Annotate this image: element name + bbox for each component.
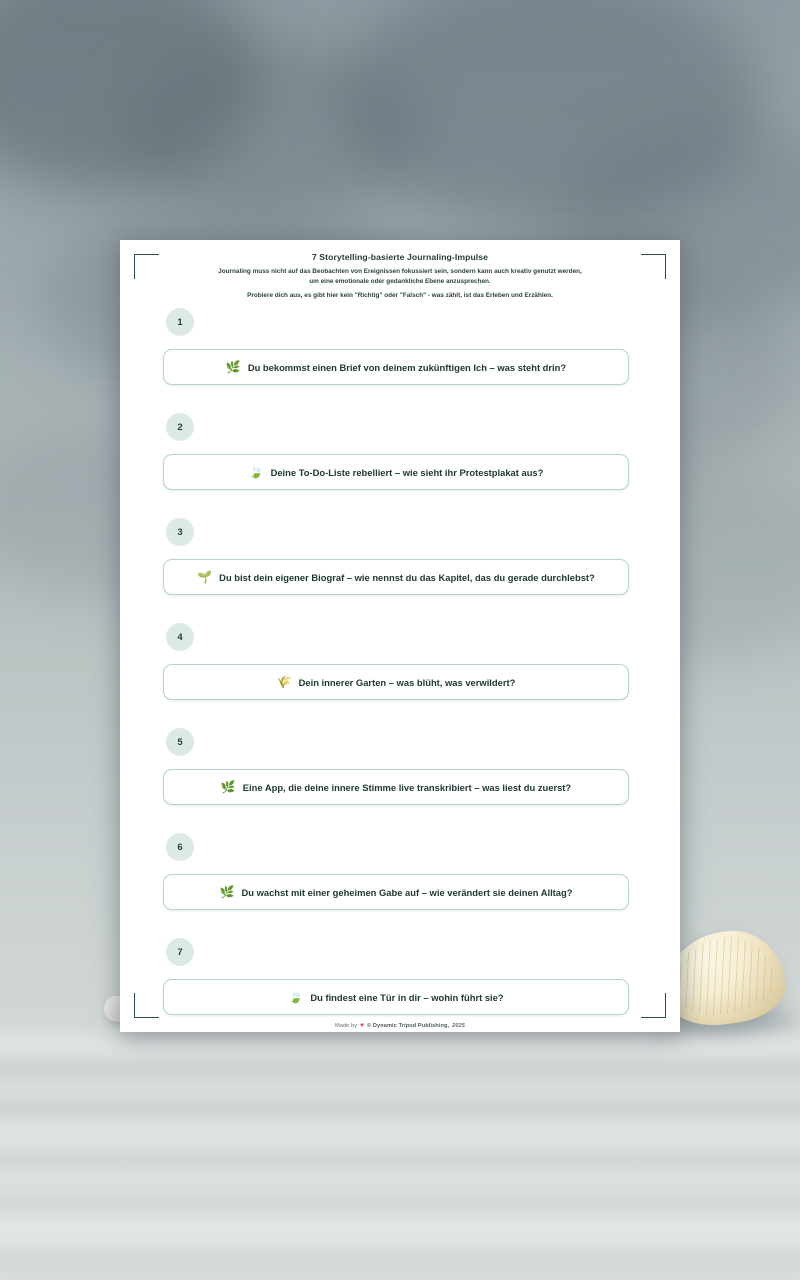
water-band	[0, 1105, 800, 1115]
water-band	[0, 1152, 800, 1164]
list-item	[144, 407, 656, 512]
worksheet-page	[120, 240, 680, 1032]
sprig-leaf-icon: 🍃	[248, 465, 264, 479]
prompt-number-badge: 2	[166, 413, 194, 441]
prompt-card[interactable]	[163, 349, 629, 385]
water-band	[0, 1120, 800, 1150]
subtitle-line-1: Journaling muss nicht auf das Beobachten von Ereignissen fokussiert sein, sondern kann auch kreativ genutzt werden,	[218, 268, 582, 275]
heart-icon: ♥	[360, 1022, 365, 1029]
prompt-number-badge: 4	[166, 623, 194, 651]
prompt-text: Du findest eine Tür in dir – wohin führt sie?	[310, 991, 504, 1003]
prompt-card[interactable]	[163, 979, 629, 1015]
list-item	[144, 617, 656, 722]
prompt-card[interactable]	[163, 454, 629, 490]
prompt-number-badge: 3	[166, 518, 194, 546]
shadow-blob	[0, 0, 260, 190]
prompt-text: Du wachst mit einer geheimen Gabe auf – wie verändert sie deinen Alltag?	[241, 886, 573, 898]
water-band	[0, 1198, 800, 1208]
prompt-number-badge: 1	[166, 308, 194, 336]
branch-leaf-icon: 🌾	[276, 675, 292, 689]
prompt-text: Dein innerer Garten – was blüht, was verwildert?	[298, 676, 516, 688]
prompt-card[interactable]	[163, 874, 629, 910]
water-band	[0, 1215, 800, 1249]
water-band	[0, 1080, 800, 1096]
list-item	[144, 722, 656, 827]
shadow-blob	[120, 40, 420, 220]
footer-copyright: © Dynamic Tripod Publishing,	[367, 1022, 450, 1029]
single-leaf-icon: 🍃	[288, 990, 304, 1004]
page-title: 7 Storytelling-basierte Journaling-Impulse	[311, 252, 489, 262]
prompt-text: Du bist dein eigener Biograf – wie nennst du das Kapitel, das du gerade durchlebst?	[219, 571, 595, 583]
footer-year: 2025	[452, 1022, 466, 1029]
list-item	[144, 302, 656, 407]
list-item	[144, 512, 656, 617]
prompt-text: Eine App, die deine innere Stimme live transkribiert – was liest du zuerst?	[242, 781, 572, 793]
document-header	[166, 252, 634, 301]
feather-leaf-icon: 🌱	[197, 570, 213, 584]
subtitle-line-2: um eine emotionale oder gedankliche Ebene anzusprechen.	[309, 277, 491, 285]
water-band	[0, 1250, 800, 1264]
prompt-text: Deine To-Do-Liste rebelliert – wie sieht ihr Protestplakat aus?	[270, 466, 544, 478]
prompt-card[interactable]	[163, 559, 629, 595]
corner-bracket-top-right	[641, 254, 666, 279]
prompt-card[interactable]	[163, 664, 629, 700]
prompt-card[interactable]	[163, 769, 629, 805]
water-band	[0, 1170, 800, 1190]
prompt-text: Du bekommst einen Brief von deinem zukünftigen Ich – was steht drin?	[247, 361, 567, 373]
fern-leaf-icon: 🌿	[225, 360, 241, 374]
subtitle-line-3: Probiere dich aus, es gibt hier kein "Richtig" oder "Falsch" - was zählt, ist das Erleben und Erzählen.	[247, 292, 553, 300]
corner-bracket-top-left	[134, 254, 159, 279]
prompt-number-badge: 6	[166, 833, 194, 861]
prompt-number-badge: 5	[166, 728, 194, 756]
list-item	[144, 932, 656, 1032]
shadow-blob	[340, 0, 760, 230]
footer-made-by: Made by	[334, 1022, 358, 1029]
list-item	[144, 827, 656, 932]
prompt-list	[144, 302, 656, 1032]
fir-sprig-icon: 🌿	[219, 885, 235, 899]
fern-leaf-icon: 🌿	[220, 780, 236, 794]
prompt-number-badge: 7	[166, 938, 194, 966]
water-band	[0, 1035, 800, 1061]
document-footer	[120, 1022, 680, 1029]
water-band	[0, 1060, 800, 1072]
